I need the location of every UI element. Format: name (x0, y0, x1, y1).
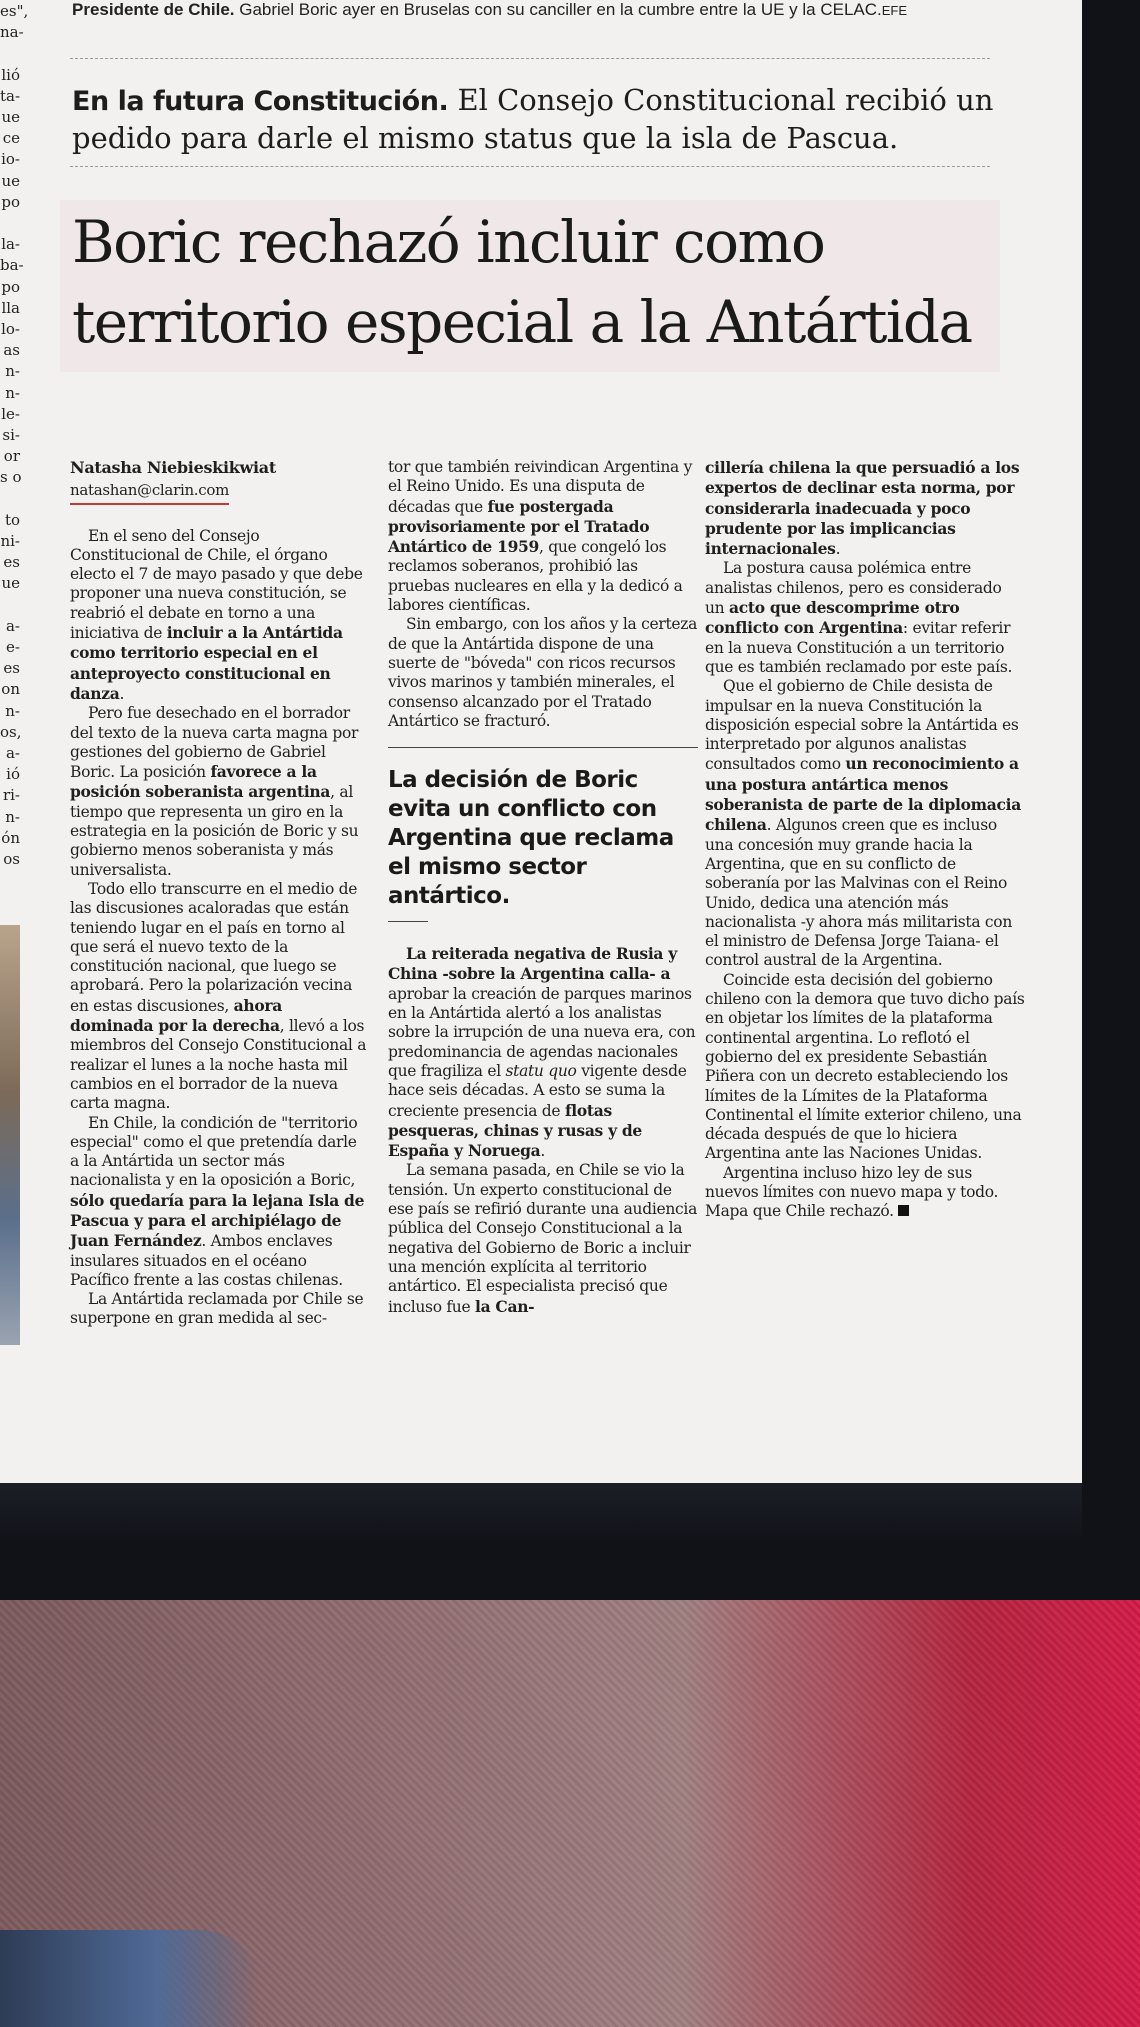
fragment-text: ri- (2, 786, 20, 805)
fragment-text: n- (5, 362, 20, 381)
fragment-text: ue (1, 574, 20, 593)
headline: Boric rechazó incluir como territorio especial a la Antártida (72, 208, 972, 356)
screen-bottom-edge (0, 1483, 1082, 1543)
fragment-text: lo- (1, 320, 20, 338)
fragment-text: lla (1, 298, 20, 317)
fragment-text: n- (5, 807, 20, 826)
fragment-text: ue (1, 108, 20, 126)
paragraph: Todo ello transcurre en el medio de las discusiones acaloradas que están teniendo lugar en el país en torno al que será el nuevo texto de la constitución nacional, que luego se aprobará. Pero la polarización vecina en estas discusiones, ahora dominada por la derecha, llevó a los miembros del Consejo Constitucional a realizar el lunes a la noche hasta mil cambios en el borrador de la nueva carta magna. (70, 879, 367, 1113)
fragment-text: n- (5, 701, 20, 720)
adjacent-column-fragments (0, 0, 60, 1483)
paragraph: Que el gobierno de Chile desista de impulsar en la nueva Constitución la disposición especial sobre la Antártida es interpretado por algunos analistas consultados como un reconocimiento a una postura antártica menos soberanista de parte de la diplomacia chilena. Algunos creen que es incluso una concesión muy grande hacia la Argentina, que en su conflicto de soberanía por las Malvinas con el Reino Unido, dedica una atención más nacionalista -y ahora más militarista con el ministro de Defensa Jorge Taiana- el control austral de la Argentina. (705, 677, 1021, 970)
fragment-text: ón (1, 828, 20, 847)
paragraph: tor que también reivindican Argentina y el Reino Unido. Es una disputa de décadas que fue postergada provisoriamente por el Tratado Antártico de 1959, que congeló los reclamos soberanos, prohibió las pruebas nucleares en ella y la dedicó a labores científicas. (388, 458, 693, 615)
fragment-text: ba- (0, 256, 24, 275)
caption-credit: EFE (881, 3, 908, 18)
photo-caption (72, 0, 1012, 20)
byline-email[interactable]: natashan@clarin.com (70, 481, 229, 504)
fragment-text: po (1, 277, 20, 296)
fragment-text: os (3, 850, 20, 868)
fragment-text: es", (0, 2, 29, 20)
fragment-text: os, (0, 722, 22, 741)
fragment-text: po (1, 192, 20, 211)
pull-quote-text: La decisión de Boric evita un conflicto con Argentina que reclama el mismo sector antártico. (388, 767, 674, 910)
kicker-text: El Consejo Constitucional recibió un pedido para darle el mismo status que la isla de Pascua. (72, 83, 994, 155)
paragraph: Argentina incluso hizo ley de sus nuevos límites con nuevo mapa y todo. Mapa que Chile rechazó. (705, 1163, 999, 1221)
caption-text: Gabriel Boric ayer en Bruselas con su canciller en la cumbre entre la UE y la CELAC. (239, 0, 882, 19)
article-column-1 (70, 458, 370, 1329)
paragraph: La semana pasada, en Chile se vio la tensión. Un experto constitucional de ese país se refirió durante una audiencia pública del Consejo Constitucional a la negativa del Gobierno de Boric a incluir una mención explícita al territorio antártico. El especialista precisó que incluso fue la Can- (388, 1161, 698, 1316)
fragment-text: lió (1, 65, 20, 84)
fragment-text: a- (5, 616, 20, 635)
paragraph: La Antártida reclamada por Chile se superpone en gran medida al sec- (70, 1290, 364, 1328)
fragment-text: n- (5, 383, 20, 402)
end-mark (898, 1205, 909, 1216)
fragment-text: io- (1, 150, 20, 169)
byline-name: Natasha Niebieskikwiat (70, 458, 276, 477)
article-column-2 (388, 458, 698, 1317)
fragment-text: as (3, 341, 20, 360)
paragraph: En Chile, la condición de "territorio especial" como el que pretendía darle a la Antártida un sector más nacionalista y en la oposición a Boric, sólo quedaría para la lejana Isla de Pascua y para el archipiélago de Juan Fernández. Ambos enclaves insulares situados en el océano Pacífico frente a las costas chilenas. (70, 1113, 365, 1289)
fragment-text: ni- (0, 532, 20, 550)
paragraph: La postura causa polémica entre analistas chilenos, pero es considerado un acto que descomprime otro conflicto con Argentina: evitar referir en la nueva Constitución a un territorio que es también reclamado por este país. (705, 559, 1013, 676)
fragment-text: si- (2, 426, 20, 444)
paragraph: La reiterada negativa de Rusia y China -sobre la Argentina calla- a aprobar la creación de parques marinos en la Antártida alertó a los analistas sobre la irrupción de una nueva era, con predominancia de agendas nacionales que fragiliza el statu quo vigente desde hace seis décadas. A esto se suma la creciente presencia de flotas pesqueras, chinas y rusas y de España y Noruega. (388, 944, 696, 1161)
paragraph: Sin embargo, con los años y la certeza de que la Antártida dispone de una suerte de "bóveda" con ricos recursos vivos marinos y también minerales, el consenso alcanzado por el Tratado Antártico se fracturó. (388, 615, 698, 730)
paragraph: cillería chilena la que persuadió a los expertos de declinar esta norma, por considerarla inadecuada y poco prudente por las implicancias internacionales. (705, 458, 1020, 559)
fragment-text: s o (0, 468, 22, 487)
fragment-text: na- (0, 23, 24, 42)
fragment-text: e- (6, 638, 20, 656)
fragment-text: es (3, 553, 20, 572)
pull-quote-rule (388, 921, 428, 922)
fragment-text: ue (1, 171, 20, 190)
fragment-text: le- (1, 404, 20, 423)
fragment-text: ió (6, 765, 20, 784)
fragment-text: on (1, 680, 20, 699)
divider (70, 58, 990, 59)
fragment-text: ta- (0, 86, 21, 105)
fragment-text: ce (2, 129, 20, 148)
caption-lead: Presidente de Chile. (72, 0, 235, 19)
divider (70, 166, 990, 167)
kicker (72, 82, 1012, 156)
headline-highlight (60, 200, 1000, 372)
article-column-3 (705, 458, 1025, 1222)
paragraph: En el seno del Consejo Constitucional de Chile, el órgano electo el 7 de mayo pasado y que debe proponer una nueva constitución, se reabrió el debate en torno a una iniciativa de incluir a la Antártida como territorio especial en el anteproyecto constitucional en danza. (70, 526, 363, 703)
paragraph: Coincide esta decisión del gobierno chileno con la demora que tuvo dicho país en objetar los límites de la plataforma continental argentina. Lo reflotó el gobierno del ex presidente Sebastián Piñera con un decreto estableciendo los límites de la Límites de la Plataforma Continental el límite exterior chileno, una década después de que lo hiciera Argentina ante las Naciones Unidas. (705, 970, 1025, 1163)
pull-quote (388, 747, 698, 922)
kicker-lead: En la futura Constitución. (72, 86, 449, 117)
fragment-text: a- (5, 744, 20, 762)
fragment-text: es (3, 659, 20, 678)
paragraph: Pero fue desechado en el borrador del texto de la nueva carta magna por gestiones del gobierno de Gabriel Boric. La posición favorece a la posición soberanista argentina, al tiempo que representa un giro en la estrategia en la posición de Boric y su gobierno menos soberanista y más universalista. (70, 704, 359, 879)
fragment-text: to (4, 510, 20, 529)
fabric-corner (0, 1930, 260, 2027)
fragment-text: la- (1, 235, 20, 254)
fragment-text: or (3, 447, 20, 466)
